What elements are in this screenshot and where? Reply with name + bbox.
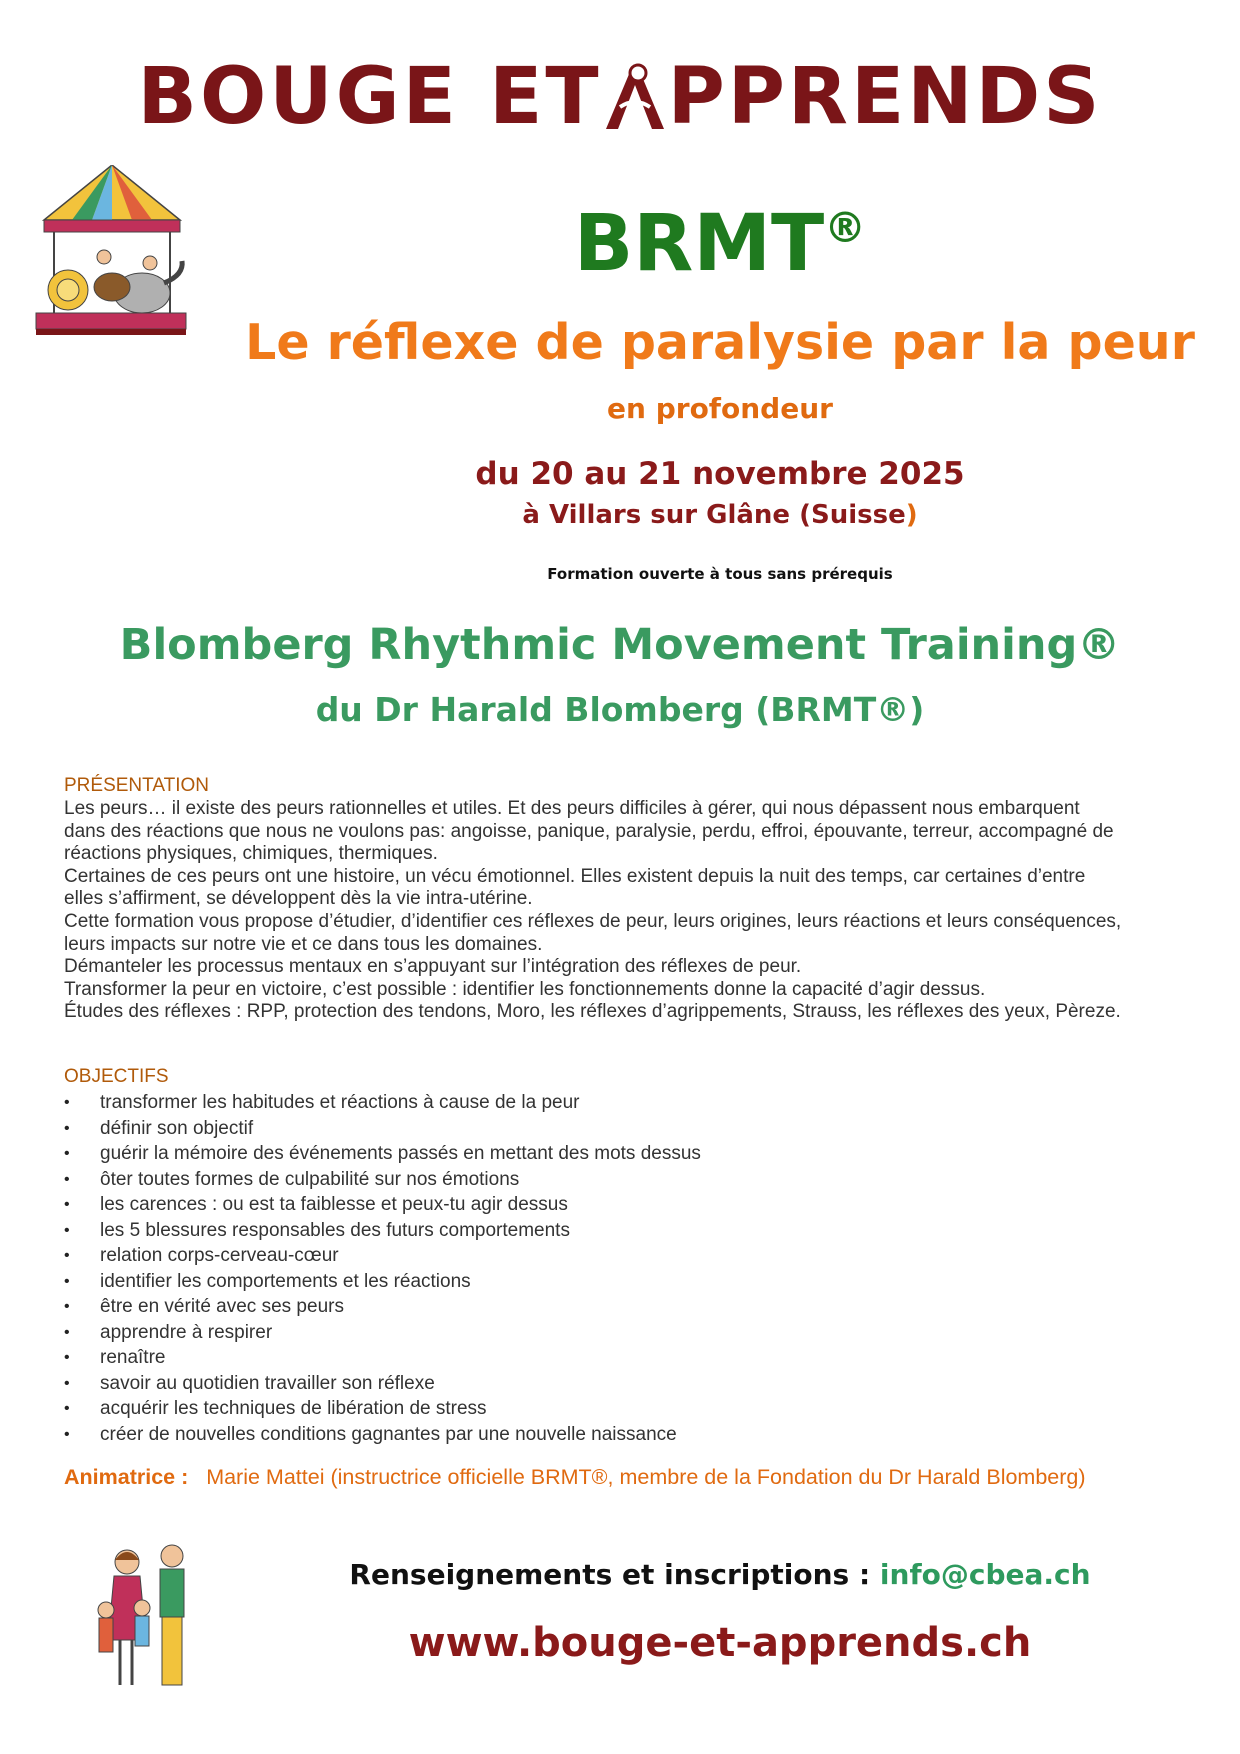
event-dates: du 20 au 21 novembre 2025 <box>475 456 965 492</box>
list-item: • les carences : ou est ta faiblesse et peux-tu agir dessus <box>64 1192 1164 1218</box>
email-link[interactable]: info@cbea.ch <box>879 1558 1091 1591</box>
carousel-illustration <box>32 165 192 345</box>
presentation-body <box>64 798 1124 1024</box>
logo-title <box>0 52 1240 142</box>
presentation-paragraph: Démanteler les processus mentaux en s’appuyant sur l’intégration des réflexes de peur. <box>64 956 802 978</box>
contact-label: Renseignements et inscriptions : <box>349 1558 871 1591</box>
logo-text-left: BOUGE ET <box>137 52 602 142</box>
program-title: Blomberg Rhythmic Movement Training® <box>119 620 1121 670</box>
presentation-paragraph: Certaines de ces peurs ont une histoire, un vécu émotionnel. Elles existent depuis la nuit des temps, car certaines d’entre elles s’affirment, se développent dès la vie intra-utérine. <box>64 865 1086 910</box>
list-item: • relation corps-cerveau-cœur <box>64 1243 1164 1269</box>
logo-text-right: PPRENDS <box>667 52 1103 142</box>
list-item: • être en vérité avec ses peurs <box>64 1294 1164 1320</box>
brmt-heading: BRMT® <box>573 199 867 289</box>
objectifs-heading: OBJECTIFS <box>64 1066 169 1087</box>
presentation-paragraph: Cette formation vous propose d’étudier, d’identifier ces réflexes de peur, leurs origines, leurs réactions et leurs conséquences, leurs impacts sur notre vie et ce dans tous les domaines. <box>64 910 1122 955</box>
list-item: • acquérir les techniques de libération de stress <box>64 1396 1164 1422</box>
presentation-paragraph: Les peurs… il existe des peurs rationnelles et utiles. Et des peurs difficiles à gérer, qui nous dépassent nous embarquent dans des réactions que nous ne voulons pas: angoisse, panique, paralysie, perdu, effroi, épouvante, terreur, accompagné de réactions physiques, chimiques, thermiques. <box>64 798 1114 865</box>
list-item: • les 5 blessures responsables des futurs comportements <box>64 1218 1164 1244</box>
program-subtitle: du Dr Harald Blomberg (BRMT®) <box>315 690 925 729</box>
list-item: • renaître <box>64 1345 1164 1371</box>
family-illustration <box>92 1540 202 1690</box>
main-title: Le réflexe de paralysie par la peur <box>245 314 1195 371</box>
list-item: • transformer les habitudes et réactions à cause de la peur <box>64 1090 1164 1116</box>
subtitle: en profondeur <box>607 392 833 425</box>
presentation-paragraph: Études des réflexes : RPP, protection des tendons, Moro, les réflexes d’agrippements, Strauss, les réflexes des yeux, Pèreze. <box>64 1001 1121 1023</box>
list-item: • définir son objectif <box>64 1116 1164 1142</box>
objectifs-list <box>64 1090 1164 1447</box>
animatrice-text: Marie Mattei (instructrice officielle BRMT®, membre de la Fondation du Dr Harald Blomberg) <box>206 1465 1086 1489</box>
list-item: • créer de nouvelles conditions gagnantes par une nouvelle naissance <box>64 1422 1164 1448</box>
animatrice-line <box>64 1465 1194 1490</box>
registered-mark: ® <box>824 203 867 252</box>
list-item: • guérir la mémoire des événements passés en mettant des mots dessus <box>64 1141 1164 1167</box>
presentation-paragraph: Transformer la peur en victoire, c’est possible : identifier les fonctionnements donne la capacité d’agir dessus. <box>64 978 986 1000</box>
contact-line <box>240 1558 1200 1591</box>
list-item: • savoir au quotidien travailler son réflexe <box>64 1371 1164 1397</box>
list-item: • identifier les comportements et les réactions <box>64 1269 1164 1295</box>
logo-figure-icon <box>602 61 668 131</box>
prerequisite-note: Formation ouverte à tous sans prérequis <box>547 565 893 583</box>
website-link[interactable]: www.bouge-et-apprends.ch <box>408 1620 1032 1666</box>
event-location: à Villars sur Glâne (Suisse) <box>522 500 918 530</box>
presentation-heading: PRÉSENTATION <box>64 775 209 796</box>
list-item: • apprendre à respirer <box>64 1320 1164 1346</box>
list-item: • ôter toutes formes de culpabilité sur nos émotions <box>64 1167 1164 1193</box>
animatrice-label: Animatrice : <box>64 1465 189 1489</box>
